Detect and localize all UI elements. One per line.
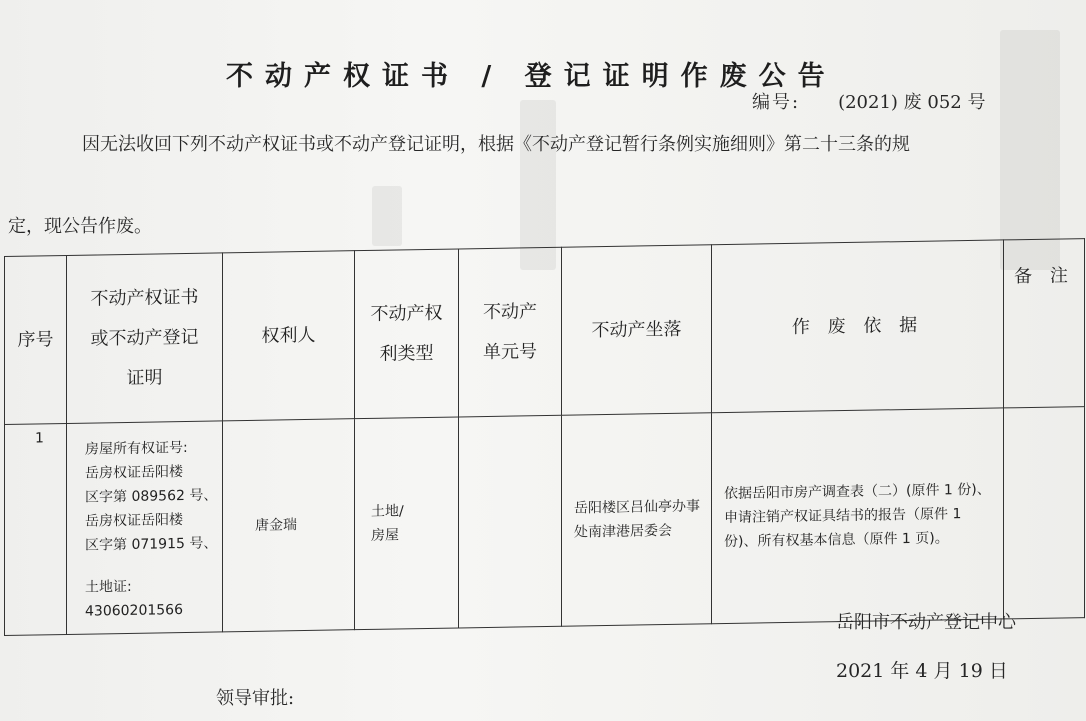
bleed-through-mark [1000, 30, 1060, 270]
header-void-basis: 作 废 依 据 [712, 240, 1004, 413]
header-unit-number [459, 247, 562, 417]
page-title: 不动产权证书 / 登记证明作废公告 [226, 61, 837, 92]
right-type-line: 房屋 [371, 527, 399, 544]
header-seq: 序号 [5, 255, 67, 424]
document-number [752, 88, 985, 114]
cell-unit-number [459, 415, 562, 628]
header-right-type-line: 利类型 [379, 342, 434, 365]
land-cert-line: 土地证: [85, 578, 132, 596]
intro-text-line-2: 定，现公告作废。 [8, 216, 152, 237]
cell-certificate [67, 421, 223, 635]
cert-line: 区字第 089562 号、 [85, 487, 218, 506]
header-certificate [67, 253, 223, 424]
header-right-type-line: 不动产权 [370, 302, 443, 325]
bleed-through-mark [372, 186, 402, 246]
header-certificate-line: 不动产权证书 [90, 286, 199, 310]
header-unit-number-line: 单元号 [483, 340, 537, 363]
bleed-through-mark [520, 100, 556, 270]
cell-right-type [355, 417, 459, 630]
header-certificate-line: 证明 [126, 366, 163, 389]
void-certificate-table [4, 238, 1085, 636]
land-cert-line: 43060201566 [85, 602, 183, 620]
cert-line: 区字第 071915 号、 [85, 535, 218, 554]
right-type-line: 土地/ [371, 503, 404, 520]
document-number-label: 编号: [752, 92, 801, 113]
header-right-type [355, 249, 459, 419]
header-remarks: 备 注 [1004, 239, 1085, 408]
header-unit-number-line: 不动产 [483, 300, 537, 323]
header-holder: 权利人 [223, 251, 355, 421]
intro-text-line-1: 因无法收回下列不动产权证书或不动产登记证明，根据《不动产登记暂行条例实施细则》第二十三条的规 [82, 134, 910, 155]
issue-date: 2021 年 4 月 19 日 [836, 660, 1008, 682]
approval-label: 领导审批: [216, 688, 295, 709]
cell-void-basis: 依据岳阳市房产调查表（二）(原件 1 份)、申请注销产权证具结书的报告（原件 1 份)、所有权基本信息（原件 1 页)。 [712, 408, 1004, 624]
cell-location: 岳阳楼区吕仙亭办事处南津港居委会 [562, 413, 712, 626]
cert-line: 岳房权证岳阳楼 [85, 464, 183, 482]
cert-line: 房屋所有权证号: [85, 439, 188, 458]
cell-remarks [1004, 407, 1085, 619]
cell-seq: 1 [5, 423, 67, 635]
document-number-value: (2021) 废 052 号 [838, 92, 986, 113]
cert-line: 岳房权证岳阳楼 [85, 512, 183, 530]
cell-holder: 唐金瑞 [223, 419, 355, 632]
table-header-row [5, 239, 1085, 425]
table-row [5, 407, 1085, 636]
header-location: 不动产坐落 [562, 245, 712, 415]
issuing-organization: 岳阳市不动产登记中心 [836, 612, 1016, 633]
header-certificate-line: 或不动产登记 [90, 326, 199, 350]
